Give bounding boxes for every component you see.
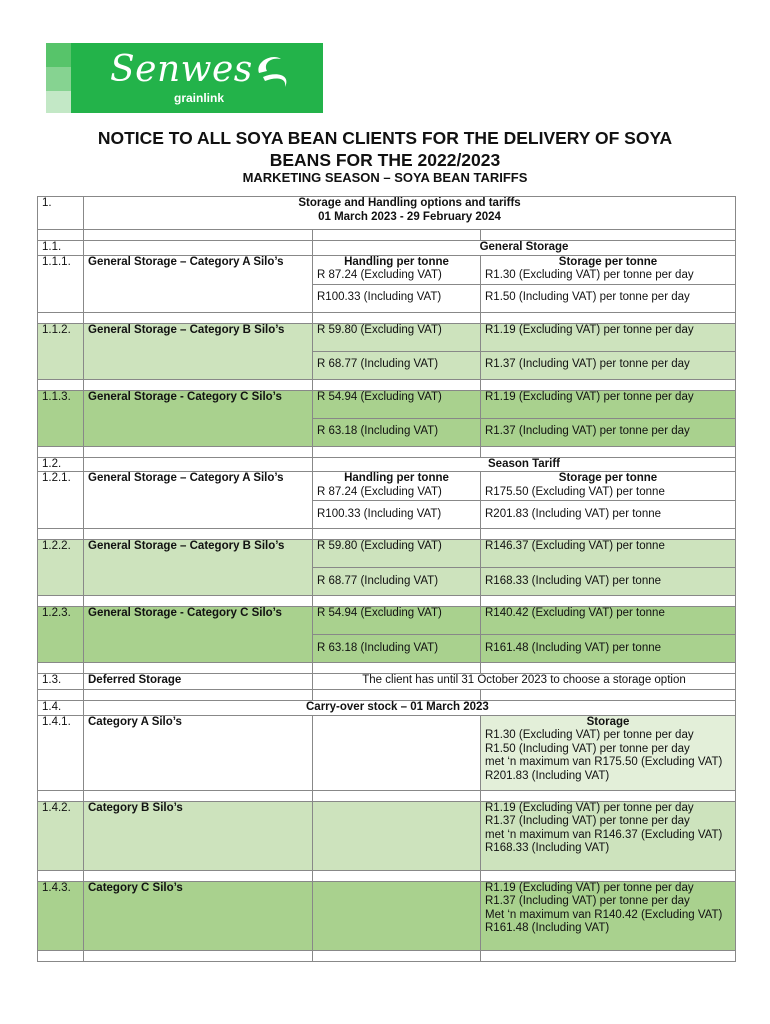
handling-excl: R 54.94 (Excluding VAT) [313, 390, 481, 418]
spacer-row [38, 596, 736, 607]
row-label: Category A Silo’s [84, 715, 313, 790]
section-number: 1.3. [38, 674, 84, 690]
section-title: Carry-over stock – 01 March 2023 [84, 701, 736, 716]
row-number: 1.4.2. [38, 801, 84, 870]
storage-line: R1.19 (Excluding VAT) per tonne per day [485, 801, 694, 814]
storage-line: R168.33 (Including VAT) [485, 842, 610, 854]
row-number: 1.2.3. [38, 607, 84, 663]
col-header-handling: Handling per tonne [344, 255, 449, 268]
storage-line: R1.37 (Including VAT) per tonne per day [485, 815, 690, 827]
page-title-line2: BEANS FOR THE 2022/2023 [269, 150, 501, 170]
empty-cell [313, 715, 481, 790]
storage-excl: R175.50 (Excluding VAT) per tonne [485, 485, 665, 498]
section-header-line2: 01 March 2023 - 29 February 2024 [318, 210, 501, 223]
section-title: General Storage [313, 241, 736, 256]
col-header-storage: Storage per tonne [558, 255, 658, 268]
table-row [38, 323, 736, 351]
table-row [38, 715, 736, 790]
spacer-row [38, 663, 736, 674]
handling-excl: R 87.24 (Excluding VAT) [317, 269, 442, 281]
page-subtitle: MARKETING SEASON – SOYA BEAN TARIFFS [242, 170, 528, 185]
row-label: General Storage – Category B Silo’s [84, 540, 313, 596]
section-number: 1.4. [38, 701, 84, 716]
swirl-icon [251, 51, 295, 91]
storage-cell [481, 881, 736, 950]
storage-line: R1.37 (Including VAT) per tonne per day [485, 895, 690, 907]
row-label: General Storage – Category B Silo’s [84, 323, 313, 379]
row-label: General Storage - Category C Silo’s [84, 390, 313, 446]
handling-cell [313, 255, 481, 284]
handling-cell [313, 472, 481, 501]
spacer-row [38, 529, 736, 540]
storage-incl: R168.33 (Including VAT) per tonne [481, 568, 736, 596]
logo-sub: grainlink [174, 91, 225, 105]
storage-cell [481, 715, 736, 790]
handling-excl: R 59.80 (Excluding VAT) [313, 540, 481, 568]
row-label: General Storage - Category C Silo’s [84, 607, 313, 663]
empty-cell [313, 881, 481, 950]
handling-excl: R 54.94 (Excluding VAT) [313, 607, 481, 635]
handling-incl: R 63.18 (Including VAT) [313, 635, 481, 663]
handling-incl: R100.33 (Including VAT) [313, 284, 481, 312]
senwes-logo [46, 43, 323, 113]
page-title-line1: NOTICE TO ALL SOYA BEAN CLIENTS FOR THE DELIVERY OF SOYA [97, 128, 673, 148]
row-number: 1.1.1. [38, 255, 84, 312]
col-header-storage: Storage [586, 715, 630, 728]
table-row [38, 390, 736, 418]
section-number: 1.2. [38, 457, 84, 472]
storage-incl: R161.48 (Including VAT) per tonne [481, 635, 736, 663]
row-label: General Storage – Category A Silo’s [84, 472, 313, 529]
row-label: Category B Silo’s [84, 801, 313, 870]
section-title: Season Tariff [313, 457, 736, 472]
storage-line: R1.19 (Excluding VAT) per tonne per day [485, 881, 694, 894]
row-number: 1.4.3. [38, 881, 84, 950]
handling-incl: R 68.77 (Including VAT) [313, 351, 481, 379]
storage-incl: R1.50 (Including VAT) per tonne per day [481, 284, 736, 312]
spacer-row [38, 790, 736, 801]
table-row [38, 674, 736, 690]
row-label: General Storage – Category A Silo’s [84, 255, 313, 312]
deferred-text: The client has until 31 October 2023 to choose a storage option [313, 674, 736, 690]
storage-line: met ‘n maximum van R175.50 (Excluding VAT) [485, 756, 723, 768]
storage-line: Met ‘n maximum van R140.42 (Excluding VAT) [485, 908, 723, 921]
spacer-row [38, 870, 736, 881]
storage-excl: R1.30 (Excluding VAT) per tonne per day [485, 269, 694, 281]
spacer-row [38, 950, 736, 961]
storage-cell [481, 255, 736, 284]
handling-incl: R100.33 (Including VAT) [313, 501, 481, 529]
section-header [84, 197, 736, 230]
spacer-row [38, 312, 736, 323]
storage-excl: R146.37 (Excluding VAT) per tonne [481, 540, 736, 568]
row-number: 1.1.2. [38, 323, 84, 379]
storage-incl: R201.83 (Including VAT) per tonne [481, 501, 736, 529]
section-number: 1.1. [38, 241, 84, 256]
storage-excl: R1.19 (Excluding VAT) per tonne per day [481, 323, 736, 351]
table-row [38, 540, 736, 568]
row-number: 1.2.2. [38, 540, 84, 596]
spacer-row [38, 690, 736, 701]
row-label: Deferred Storage [84, 674, 313, 690]
storage-line: R1.30 (Excluding VAT) per tonne per day [485, 729, 694, 741]
storage-line: R201.83 (Including VAT) [485, 769, 610, 782]
tariff-table [37, 196, 736, 962]
storage-cell [481, 801, 736, 870]
row-number: 1.4.1. [38, 715, 84, 790]
storage-excl: R1.19 (Excluding VAT) per tonne per day [481, 390, 736, 418]
storage-incl: R1.37 (Including VAT) per tonne per day [481, 418, 736, 446]
handling-excl: R 87.24 (Excluding VAT) [317, 485, 442, 498]
table-row [38, 801, 736, 870]
spacer-row [38, 379, 736, 390]
spacer-row [38, 446, 736, 457]
empty-cell [313, 801, 481, 870]
storage-cell [481, 472, 736, 501]
handling-incl: R 68.77 (Including VAT) [313, 568, 481, 596]
storage-line: met ‘n maximum van R146.37 (Excluding VAT) [485, 828, 723, 841]
table-row [38, 607, 736, 635]
table-row [38, 241, 736, 256]
section-number: 1. [38, 197, 84, 230]
table-row [38, 881, 736, 950]
handling-incl: R 63.18 (Including VAT) [313, 418, 481, 446]
storage-line: R161.48 (Including VAT) [485, 922, 610, 934]
storage-incl: R1.37 (Including VAT) per tonne per day [481, 351, 736, 379]
row-number: 1.1.3. [38, 390, 84, 446]
storage-line: R1.50 (Including VAT) per tonne per day [485, 742, 690, 755]
row-number: 1.2.1. [38, 472, 84, 529]
table-row [38, 457, 736, 472]
col-header-storage: Storage per tonne [558, 472, 658, 484]
table-row [38, 255, 736, 284]
handling-excl: R 59.80 (Excluding VAT) [313, 323, 481, 351]
col-header-handling: Handling per tonne [344, 472, 449, 484]
table-row [38, 701, 736, 716]
table-row [38, 197, 736, 230]
spacer-row [38, 230, 736, 241]
section-header-line1: Storage and Handling options and tariffs [298, 197, 521, 209]
logo-brand: Senwes [110, 49, 253, 90]
row-label: Category C Silo’s [84, 881, 313, 950]
storage-excl: R140.42 (Excluding VAT) per tonne [481, 607, 736, 635]
table-row [38, 472, 736, 501]
